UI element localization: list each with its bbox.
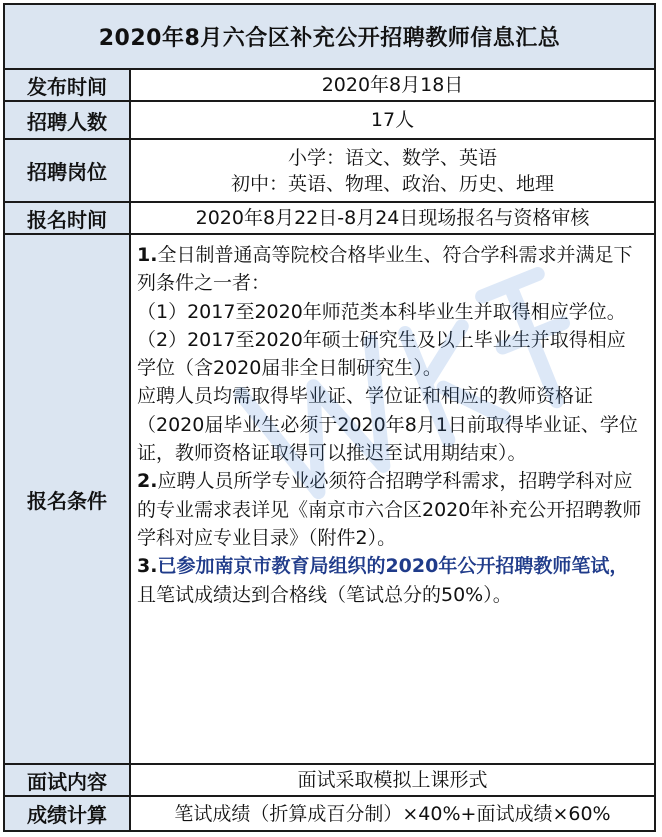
label-score: 成绩计算 <box>5 797 131 830</box>
value-score: 笔试成绩（折算成百分制）×40%+面试成绩×60% <box>174 802 611 825</box>
condition-3-bold: 已参加南京市教育局组织的2020年公开招聘教师笔试， <box>157 555 629 578</box>
row-interview <box>5 765 654 797</box>
condition-1 <box>137 241 644 298</box>
condition-1-number: 1. <box>137 244 158 266</box>
condition-1-b: （2）2017至2020年硕士研究生及以上毕业生并取得相应学位（含2020届非全日制研究生）。 <box>137 328 626 380</box>
row-positions <box>5 140 654 203</box>
positions-primary: 小学：语文、数学、英语 <box>287 146 497 169</box>
condition-3 <box>137 552 644 609</box>
label-positions: 招聘岗位 <box>5 140 131 201</box>
table-title: 2020年8月六合区补充公开招聘教师信息汇总 <box>5 5 654 70</box>
positions-middle: 初中：英语、物理、政治、历史、地理 <box>230 172 554 195</box>
condition-1-text: 全日制普通高等院校合格毕业生、符合学科需求并满足下列条件之一者： <box>137 244 633 295</box>
condition-2-number: 2. <box>137 470 158 493</box>
value-recruit-count: 17人 <box>370 109 415 131</box>
condition-3-number: 3. <box>137 555 158 578</box>
label-conditions: 报名条件 <box>5 235 131 763</box>
row-score <box>5 797 654 830</box>
value-interview: 面试采取模拟上课形式 <box>297 769 488 791</box>
row-recruit-count <box>5 102 654 140</box>
info-table <box>3 3 656 832</box>
condition-2-text: 应聘人员所学专业必须符合招聘学科需求，招聘学科对应的专业需求表详见《南京市六合区2020年补充公开招聘教师学科对应专业目录》（附件2）。 <box>137 470 642 549</box>
row-conditions <box>5 235 654 765</box>
condition-1-note: 应聘人员均需取得毕业证、学位证和相应的教师资格证（2020届毕业生必须于2020年8月1日前取得毕业证、学位证，教师资格证取得可以推迟至试用期结束）。 <box>137 385 638 465</box>
label-interview: 面试内容 <box>5 765 131 795</box>
condition-3-text: 且笔试成绩达到合格线（笔试总分的50%）。 <box>137 583 512 606</box>
value-signup-time: 2020年8月22日-8月24日现场报名与资格审核 <box>195 207 590 229</box>
value-conditions <box>131 235 654 763</box>
label-signup-time: 报名时间 <box>5 203 131 233</box>
value-positions <box>131 140 654 201</box>
label-recruit-count: 招聘人数 <box>5 102 131 138</box>
label-publish-time: 发布时间 <box>5 70 131 100</box>
row-publish-time <box>5 70 654 102</box>
row-signup-time <box>5 203 654 235</box>
condition-2 <box>137 467 644 552</box>
value-publish-time: 2020年8月18日 <box>321 74 464 96</box>
condition-1-a: （1）2017至2020年师范类本科毕业生并取得相应学位。 <box>137 300 626 323</box>
